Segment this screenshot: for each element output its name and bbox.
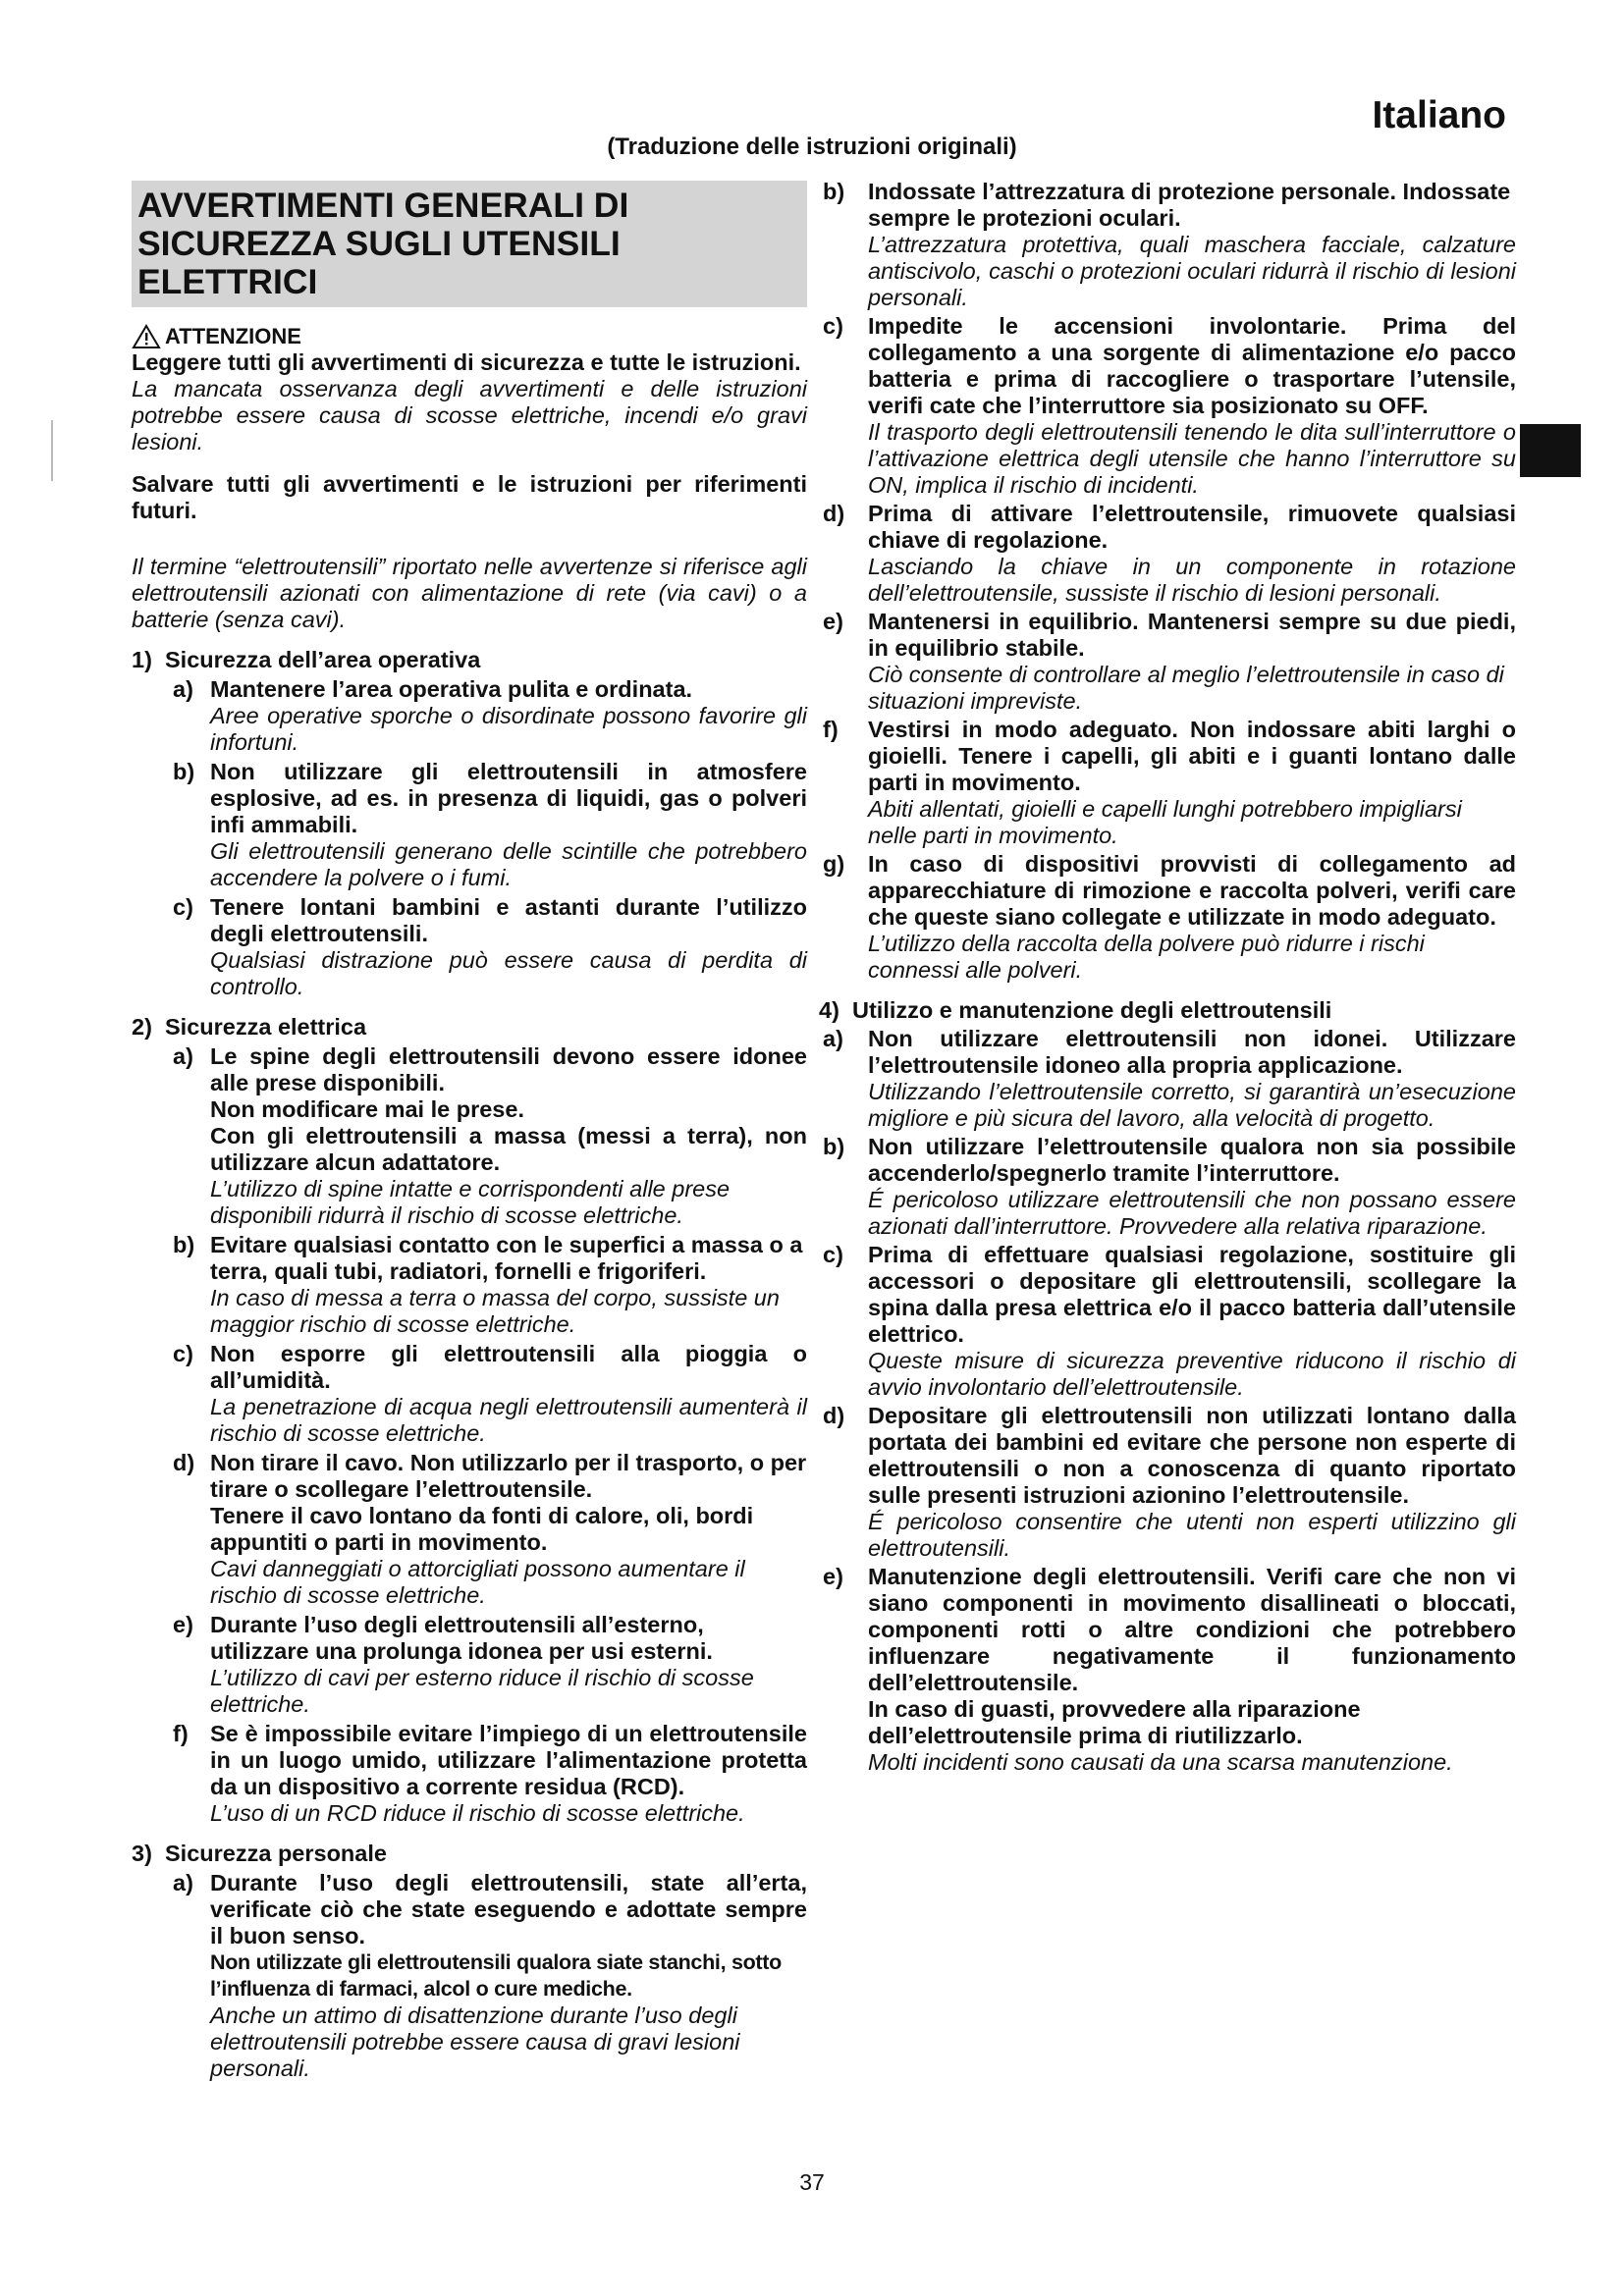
item-label: d) [823,501,845,526]
item-bold: Con gli elettroutensili a massa (messi a terra), non utilizzare alcun adattatore. [210,1123,807,1175]
item-label: d) [823,1403,845,1428]
item-label: b) [173,1232,195,1257]
item-italic: L’attrezzatura protettiva, quali maschera facciale, calzature antiscivolo, caschi o protezioni oculari ridurrà il rischio di lesioni personali. [868,232,1516,310]
item-bold: Mantenersi in equilibrio. Mantenersi sempre su due piedi, in equilibrio stabile. [868,609,1516,661]
item-bold: Non tirare il cavo. Non utilizzarlo per il trasporto, o per tirare o scollegare l’elettroutensile. [210,1450,807,1502]
list-item [823,1564,1516,1776]
list-item [132,1612,807,1718]
list-item [132,1721,807,1827]
section-1-title: Sicurezza dell’area operativa [165,647,481,672]
list-item [823,1026,1516,1132]
item-bold: Mantenere l’area operativa pulita e ordinata. [210,676,693,702]
item-label: f) [173,1721,189,1746]
list-item [823,1242,1516,1401]
item-bold: Non utilizzate gli elettroutensili qualora siate stanchi, sotto l’influenza di farmaci, alcol o cure mediche. [210,1950,782,2001]
item-italic: In caso di messa a terra o massa del corpo, sussiste un maggior rischio di scosse elettriche. [210,1285,780,1337]
item-label: c) [173,894,193,920]
item-label: g) [823,851,845,877]
list-item [823,179,1516,311]
item-italic: Utilizzando l’elettroutensile corretto, si garantirà un’esecuzione migliore e più sicura del lavoro, alla velocità di progetto. [868,1079,1516,1131]
list-item [823,501,1516,607]
item-italic: Molti incidenti sono causati da una scarsa manutenzione. [868,1749,1453,1775]
item-bold: Indossate l’attrezzatura di protezione personale. Indossate sempre le protezioni oculari. [868,179,1511,231]
item-bold: In caso di dispositivi provvisti di collegamento ad apparecchiature di rimozione e raccolta polveri, verifi care che queste siano collegate e utilizzate in modo adeguato. [868,851,1516,930]
item-bold: Non esporre gli elettroutensili alla pioggia o all’umidità. [210,1341,807,1393]
list-item [132,1341,807,1447]
item-italic: Ciò consente di controllare al meglio l’elettroutensile in caso di situazioni impreviste. [868,662,1504,714]
section-1-heading [132,647,807,673]
item-italic: Il trasporto degli elettroutensili tenendo le dita sull’interruttore o l’attivazione elettrica degli utensile che hanno l’interruttore su ON, implica il rischio di incidenti. [868,419,1516,498]
item-label: e) [823,609,843,634]
item-italic: É pericoloso consentire che utenti non esperti utilizzino gli elettroutensili. [868,1509,1516,1561]
main-title: AVVERTIMENTI GENERALI DI SICUREZZA SUGLI UTENSILI ELETTRICI [132,181,807,307]
page-number: 37 [799,2169,825,2195]
item-bold: Non utilizzare gli elettroutensili in atmosfere esplosive, ad es. in presenza di liquidi, gas o polveri infi ammabili. [210,759,807,837]
item-label: d) [173,1450,195,1475]
item-bold: In caso di guasti, provvedere alla riparazione dell’elettroutensile prima di riutilizzarlo. [868,1696,1361,1748]
item-italic: Queste misure di sicurezza preventive riducono il rischio di avvio involontario dell’elettroutensile. [868,1348,1516,1400]
section-2-number: 2) [132,1014,152,1040]
item-bold: Evitare qualsiasi contatto con le superfici a massa o a terra, quali tubi, radiatori, fornelli e frigoriferi. [210,1232,803,1284]
item-label: b) [823,179,845,204]
item-italic: Anche un attimo di disattenzione durante l’uso degli elettroutensili potrebbe essere causa di gravi lesioni personali. [210,2002,740,2081]
section-4-heading [819,997,1516,1024]
section-3-number: 3) [132,1841,152,1866]
item-italic: L’utilizzo di spine intatte e corrispondenti alle prese disponibili ridurrà il rischio di scosse elettriche. [210,1176,731,1228]
item-bold: Tenere lontani bambini e astanti durante l’utilizzo degli elettroutensili. [210,894,807,946]
item-label: a) [173,1870,193,1896]
item-label: f) [823,717,839,742]
item-italic: La penetrazione di acqua negli elettroutensili aumenterà il rischio di scosse elettriche. [210,1394,807,1446]
section-1-number: 1) [132,647,152,672]
item-label: c) [823,313,843,339]
item-italic: Aree operative sporche o disordinate possono favorire gli infortuni. [210,703,807,755]
item-bold: Depositare gli elettroutensili non utilizzati lontano dalla portata dei bambini ed evitare che persone non esperte di elettroutensili o non a conoscenza di quanto riportato sulle presenti istruzioni azionino l’elettroutensile. [868,1403,1516,1508]
list-item [132,1043,807,1229]
item-bold: Durante l’uso degli elettroutensili all’esterno, utilizzare una prolunga idonea per usi esterni. [210,1612,713,1664]
list-item [823,313,1516,499]
item-bold: Prima di effettuare qualsiasi regolazione, sostituire gli accessori o depositare gli elettroutensili, scollegare la spina dalla presa elettrica e/o il pacco batteria dall’utensile elettrico. [868,1242,1516,1347]
margin-line [51,420,53,481]
item-bold: Se è impossibile evitare l’impiego di un elettroutensile in un luogo umido, utilizzare l’alimentazione protetta da un dispositivo a corrente residua (RCD). [210,1721,807,1799]
list-item [823,609,1516,715]
list-item [132,676,807,756]
list-item [823,1134,1516,1240]
list-item [132,1450,807,1609]
item-bold: Le spine degli elettroutensili devono essere idonee alle prese disponibili. [210,1043,807,1095]
item-bold: Non utilizzare elettroutensili non idonei. Utilizzare l’elettroutensile idoneo alla propria applicazione. [868,1026,1516,1078]
item-bold: Prima di attivare l’elettroutensile, rimuovete qualsiasi chiave di regolazione. [868,501,1516,553]
document-subtitle: (Traduzione delle istruzioni originali) [607,133,1017,160]
item-bold: Impedite le accensioni involontarie. Prima del collegamento a una sorgente di alimentazione e/o pacco batteria e prima di raccogliere o trasportare l’utensile, verifi cate che l’interruttore sia posizionato su OFF. [868,313,1516,418]
list-item [823,851,1516,984]
intro-italic: La mancata osservanza degli avvertimenti e delle istruzioni potrebbe essere causa di scosse elettriche, incendi e/o gravi lesioni. [132,376,807,454]
warning-heading [132,323,807,349]
list-item [132,1232,807,1338]
list-item [132,894,807,1000]
warning-label: ATTENZIONE [165,324,301,348]
item-label: e) [173,1612,193,1637]
item-italic: L’utilizzo della raccolta della polvere può ridurre i rischi connessi alle polveri. [868,931,1425,983]
right-column [819,177,1516,1776]
intro-bold: Leggere tutti gli avvertimenti di sicurezza e tutte le istruzioni. [132,349,801,375]
item-bold: Tenere il cavo lontano da fonti di calore, oli, bordi appuntiti o parti in movimento. [210,1503,754,1555]
item-label: a) [173,676,193,702]
item-italic: L’utilizzo di cavi per esterno riduce il rischio di scosse elettriche. [210,1665,754,1717]
item-italic: Abiti allentati, gioielli e capelli lunghi potrebbero impigliarsi nelle parti in movimento. [868,796,1462,848]
section-tab-marker [1520,424,1581,477]
item-bold: Durante l’uso degli elettroutensili, state all’erta, verificate ciò che state eseguendo e adottate sempre il buon senso. [210,1870,807,1949]
item-label: b) [173,759,195,784]
section-3-title: Sicurezza personale [165,1841,387,1866]
item-italic: L’uso di un RCD riduce il rischio di scosse elettriche. [210,1800,745,1826]
section-2-heading [132,1014,807,1041]
item-italic: Gli elettroutensili generano delle scintille che potrebbero accendere la polvere o i fumi. [210,838,807,890]
section-4-number: 4) [819,997,839,1023]
item-italic: Lasciando la chiave in un componente in rotazione dell’elettroutensile, sussiste il rischio di lesioni personali. [868,554,1516,606]
list-item [132,759,807,891]
language-label: Italiano [1372,94,1506,136]
save-instructions: Salvare tutti gli avvertimenti e le istruzioni per riferimenti futuri. [132,471,807,523]
list-item [823,717,1516,849]
item-bold: Manutenzione degli elettroutensili. Verifi care che non vi siano componenti in movimento disallineati o bloccati, componenti rotti o altre condizioni che potrebbero influenzare negativamente il funzionamento dell’elettroutensile. [868,1564,1516,1695]
term-definition: Il termine “elettroutensili” riportato nelle avvertenze si riferisce agli elettroutensili azionati con alimentazione di rete (via cavi) o a batterie (senza cavi). [132,554,807,632]
item-italic: Qualsiasi distrazione può essere causa di perdita di controllo. [210,947,807,999]
list-item [823,1403,1516,1562]
section-3-heading [132,1841,807,1867]
section-4-title: Utilizzo e manutenzione degli elettroutensili [852,997,1332,1023]
item-label: e) [823,1564,843,1589]
warning-triangle-icon [132,324,161,349]
item-bold: Non modificare mai le prese. [210,1096,524,1122]
item-label: b) [823,1134,845,1159]
item-bold: Vestirsi in modo adeguato. Non indossare abiti larghi o gioielli. Tenere i capelli, gli abiti e i guanti lontano dalle parti in movimento. [868,717,1516,795]
left-column [132,181,807,2082]
section-2-title: Sicurezza elettrica [165,1014,367,1040]
item-label: c) [173,1341,193,1366]
item-label: a) [823,1026,843,1051]
item-label: c) [823,1242,843,1267]
item-italic: Cavi danneggiati o attorcigliati possono aumentare il rischio di scosse elettriche. [210,1556,745,1608]
item-bold: Non utilizzare l’elettroutensile qualora non sia possibile accenderlo/spegnerlo tramite l’interruttore. [868,1134,1516,1186]
item-italic: É pericoloso utilizzare elettroutensili che non possano essere azionati dall’interruttore. Provvedere alla relativa riparazione. [868,1187,1516,1239]
list-item [132,1870,807,2082]
item-label: a) [173,1043,193,1069]
